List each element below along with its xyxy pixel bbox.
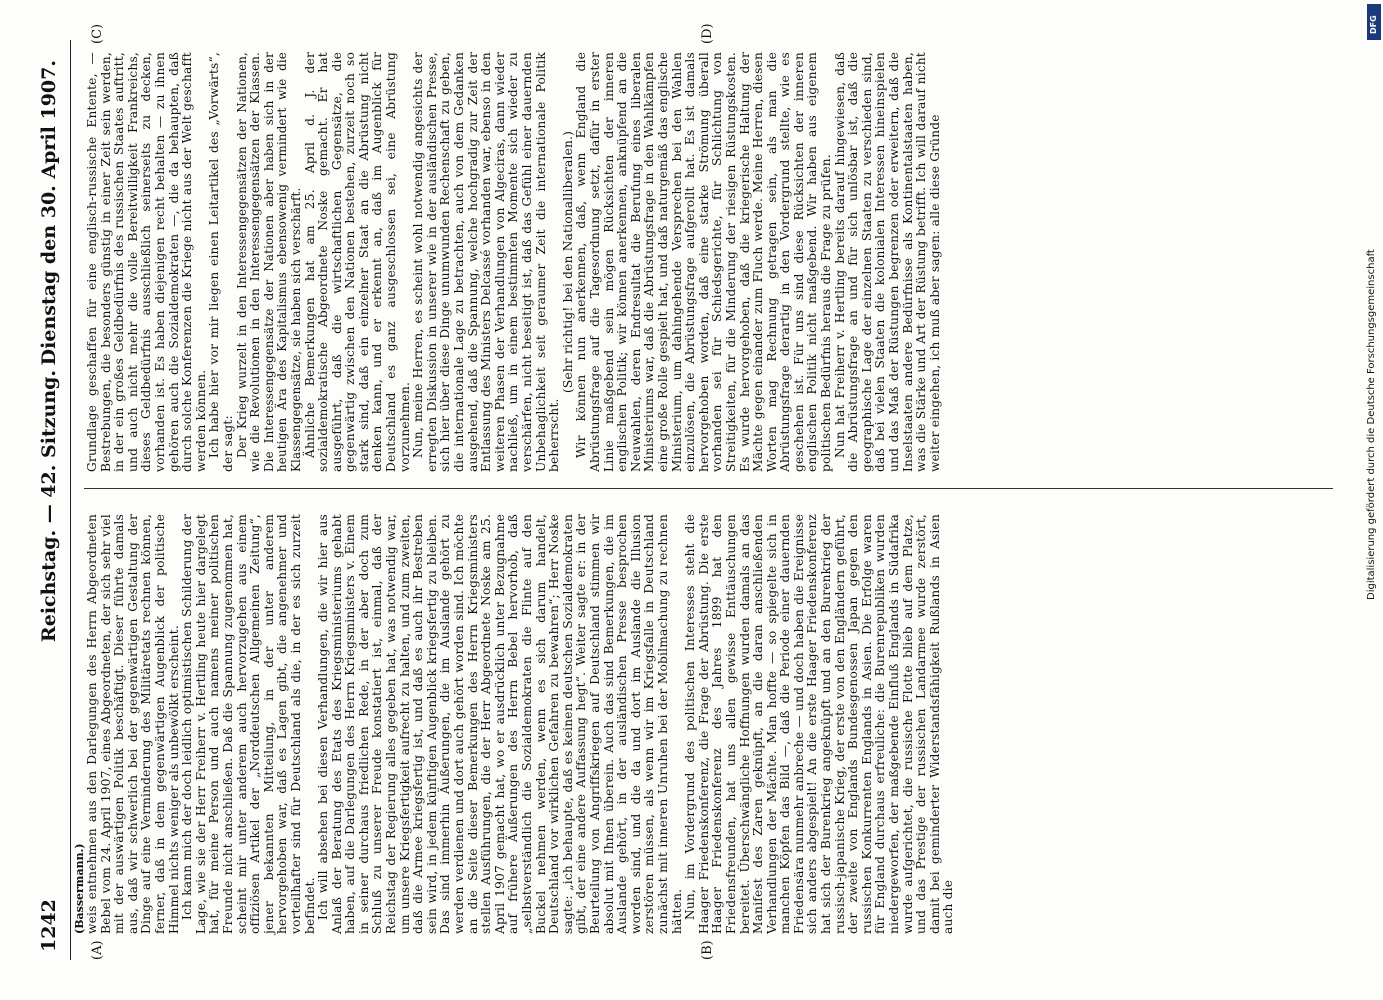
margin-marker-c: (C) [90, 23, 105, 44]
margin-marker-a: (A) [90, 940, 105, 960]
paragraph: Nun, meine Herren, es scheint wohl notwendig angesichts der erregten Diskussion in unserer wie in der ausländischen Presse, sich hier über diese Dinge unumwunden Rechenschaft zu geben, die internationale Lage zu betrachten, auch von dem Gedanken ausgehend, daß die Spannung, welche hochgradig zur Zeit der Entlassung des Ministers Delcassé vorhanden war, ebenso in den weiteren Phasen der Verhandlungen von Algeciras, dann wieder nachließ, um in einem bestimmten Momente sich wieder zu verschärfen, nicht beseitigt ist, daß das Gefühl einer dauernden Unbehaglichkeit seit geraumer Zeit die internationale Politik beherrscht. [411, 52, 562, 472]
page-number: 1242 [38, 899, 60, 952]
dfg-logo: DFG [1367, 4, 1381, 40]
paragraph: Grundlage geschaffen für eine englisch-russische Entente, — Bestrebungen, die besonders günstig in einer Zeit sein werden, in der ein großes Geldbedürfnis des russischen Staates auftritt, und auch nicht mehr die volle Bereitwilligkeit Frankreichs, dieses Geldbedürfnis ausschließlich seinerseits zu decken, vorhanden ist. Es haben diejenigen recht behalten — zu ihnen gehören auch die Sozialdemokraten —, die da behaupten, daß durch solche Konferenzen die Kriege nicht aus der Welt geschafft werden können. [85, 52, 208, 472]
left-column [86, 514, 1333, 934]
paragraph: Wir können nun anerkennen, daß, wenn England die Abrüstungsfrage auf die Tagesordnung setzt, dafür in erster Linie maßgebend sein mögen Rücksichten der inneren englischen Politik; wir können anerkennen, anknüpfend an die Neuwahlen, deren Endresultat die Berufung eines liberalen Ministeriums war, daß die Abrüstungsfrage in den Wahlkämpfen eine große Rolle gespielt hat, und daß naturgemäß das englische Ministerium, um dahingehende Versprechen bei den Wahlen einzulösen, die Abrüstungsfrage aufgerollt hat. Es ist damals hervorgehoben worden, daß eine starke Strömung überall vorhanden sei für Schiedsgerichte, für Schlichtung von Streitigkeiten, für die Minderung der riesigen Rüstungskosten. Es wurde hervorgehoben, daß die kriegerische Haltung der Mächte gegen einander zum Fluch werde. Meine Herren, diesen Worten mag Rechnung getragen sein, als man die Abrüstungsfrage derartig in den Vordergrund stellte, wie es geschehen ist. Für uns sind diese Rücksichten der inneren englischen Politik nicht maßgebend. Wir haben aus eigenem politischen Bedürfnis heraus die Frage zu prüfen. [574, 52, 834, 472]
right-column [86, 52, 1333, 472]
page-header [38, 60, 68, 952]
digitization-credit [1366, 0, 1383, 1000]
margin-marker-b: (B) [700, 940, 715, 960]
paragraph: Ich kann mich der doch leidlich optimistischen Schilderung der Lage, wie sie der Herr Freiherr v. Hertling heute hier dargelegt hat, für meine Person und auch namens meiner politischen Freunde nicht anschließen. Daß die Spannung zugenommen hat, scheint mir unter anderem auch hervorzugehen aus einem offiziösen Artikel der „Norddeutschen Allgemeinen Zeitung“, jener bekannten Mitteilung, in der unter anderem hervorgehoben war, daß es Lagen gibt, die angenehmer und vorteilhafter sind für Deutschland als die, in der es sich zurzeit befindet. [180, 514, 317, 934]
block-quote: Der Krieg wurzelt in den Interessengegensätzen der Nationen, wie die Revolutionen in den Interessengegensätzen der Klassen. Die Interessengegensätze der Nationen aber haben sich in der heutigen Ära des Kapitalismus ebensowenig vermindert wie die Klassengegensätze, sie haben sich verschärft. [234, 52, 303, 472]
speaker-name: (Bassermann.) [73, 843, 86, 934]
paragraph: Ich habe hier vor mir liegen einen Leitartikel des „Vorwärts“, der sagt: [207, 52, 235, 472]
header-rule [70, 40, 71, 960]
column-divider [84, 488, 1333, 489]
paragraph: weis entnehmen aus den Darlegungen des Herrn Abgeordneten Bebel vom 24. April 1907, eines Abgeordneten, der sich sehr viel mit der auswärtigen Politik beschäftigt. Dieser führte damals aus, daß wir schwerlich bei der gegenwärtigen Gestaltung der Dinge auf eine Verminderung des Militäretats rechnen können, ferner, daß in dem gegenwärtigen Augenblick der politische Himmel nichts weniger als unbewölkt erscheint. [85, 514, 181, 934]
session-date: Dienstag den 30. April 1907. [38, 60, 60, 366]
paragraph: Ich will absehen bei diesen Verhandlungen, die wir hier aus Anlaß der Beratung des Etats des Kriegsministeriums gehabt haben, auf die Darlegungen des Herrn Kriegsministers v. Einem in seiner durchaus friedlichen Rede, in der aber doch zum Schluß zu unserer Freude konstatiert ist, einmal, daß der Reichstag der Regierung alles gegeben hat, was notwendig war, um unsere Kriegsfertigkeit aufrecht zu halten, und zum zweiten, daß die Armee kriegsfertig ist, und daß es auch ihr Bestreben sein wird, in jedem künftigen Augenblick kriegsfertig zu bleiben. Das sind immerhin Äußerungen, die im Auslande gehört zu werden verdienen und dort auch gehört worden sind. Ich möchte an die Seite dieser Bemerkungen des Herrn Kriegsministers stellen Ausführungen, die der Herr Abgeordnete Noske am 25. April 1907 gemacht hat, wo er ausdrücklich unter Bezugnahme auf frühere Äußerungen des Herrn Bebel hervorhob, daß „selbstverständlich die Sozialdemokraten die Flinte auf den Buckel nehmen werden, wenn es sich darum handelt, Deutschland vor wirklichen Gefahren zu bewahren“; Herr Noske sagte: „ich behaupte, daß es keinen deutschen Sozialdemokraten gibt, der eine andere Auffassung hegt“. Weiter sagte er: in der Beurteilung von Angriffskriegen auf Deutschland stimmen wir absolut mit Ihnen überein. Auch das sind Bemerkungen, die im Auslande gehört, in der ausländischen Presse besprochen worden sind, und die da und dort im Auslande die Illusion zerstören müssen, als wenn wir im Kriegsfalle in Deutschland zunächst mit inneren Unruhen bei der Mobilmachung zu rechnen hätten. [316, 514, 684, 934]
paragraph: Nun, im Vordergrund des politischen Interesses steht die Haager Friedenskonferenz, die Frage der Abrüstung. Die erste Haager Friedenskonferenz des Jahres 1899 hat den Friedensfreunden, hat uns allen gewisse Enttäuschungen bereitet. Überschwängliche Hoffnungen wurden damals an das Manifest des Zaren geknüpft, an die daran anschließenden Verhandlungen der Mächte. Man hoffte — so spiegelte sich in manchen Köpfen das Bild —, daß die Periode einer dauernden Friedensära nunmehr anbreche — und doch haben die Ereignisse sich anders abgespielt! An die erste Haager Friedenskonferenz hat sich der Burenkrieg angeknüpft und an den Burenkrieg der russisch-japanische Krieg, der erste von den Engländern geführt, der zweite von Englands Bundesgenossen Japan gegen den russischen Konkurrenten Englands in Asien. Die Erfolge waren für England durchaus erfreuliche: die Burenrepubliken wurden niedergeworfen, der maßgebende Einfluß Englands in Südafrika wurde aufgerichtet, die russische Flotte blieb auf dem Platze, und das Prestige der russischen Landarmee wurde zerstört, damit bei geminderter Widerstandsfähigkeit Rußlands in Asien auch die [683, 514, 956, 934]
paragraph: Ähnliche Bemerkungen hat am 25. April d. J. der sozialdemokratische Abgeordnete Noske gemacht. Er hat ausgeführt, daß die wirtschaftlichen Gegensätze, die gegenwärtig zwischen den Nationen bestehen, zurzeit noch so stark sind, daß ein einzelner Staat an die Abrüstung nicht denken kann, und er erkennt an, daß im Augenblick für Deutschland es ganz ausgeschlossen sei, eine Abrüstung vorzunehmen. [302, 52, 412, 472]
credit-text: Digitalisierung gefördert durch die Deutsche Forschungsgemeinschaft [1366, 249, 1377, 600]
margin-marker-d: (D) [700, 23, 715, 44]
paragraph: Nun hat Freiherr v. Hertling bereits darauf hingewiesen, daß die Abrüstungsfrage an und für sich unlösbar ist, daß die geographische Lage der einzelnen Staaten zu verschieden sind, daß bei vielen Staaten die kolonialen Interessen hineinspielen und das Maß der Rüstungen begrenzen oder erweitern, daß die Inselstaaten andere Bedürfnisse als Kontinentalstaaten haben, was die Stärke und Art der Rüstung betrifft. Ich will darauf nicht weiter eingehen, ich muß aber sagen: alle diese Gründe [832, 52, 942, 472]
session-title: Reichstag. — 42. Sitzung. [38, 369, 60, 643]
interjection: (Sehr richtig! bei den Nationalliberalen.) [560, 130, 575, 394]
